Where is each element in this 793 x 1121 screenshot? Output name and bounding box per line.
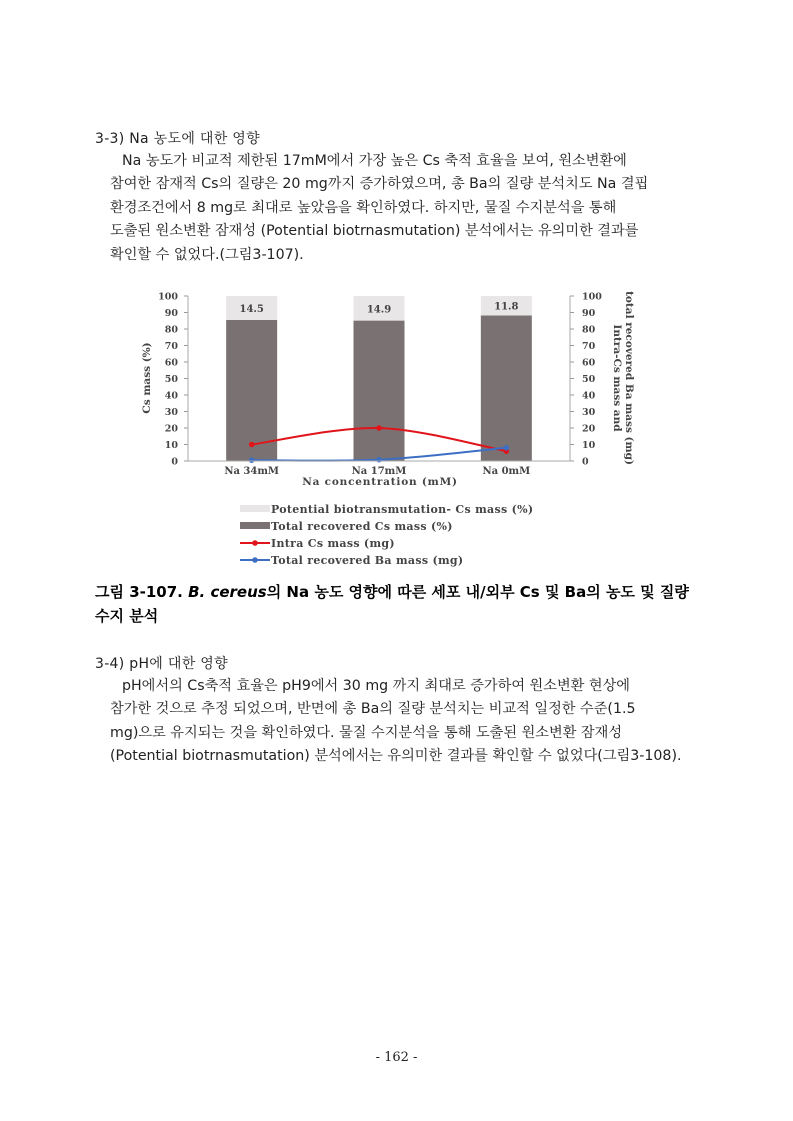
bar-total-recovered-cs — [354, 321, 405, 461]
y-tick-label-left: 50 — [164, 374, 178, 385]
legend-marker — [252, 540, 258, 546]
na-concentration-chart — [130, 285, 650, 575]
x-tick-label: Na 34mM — [224, 466, 280, 477]
paragraph-line: Na 농도가 비교적 제한된 17mM에서 가장 높은 Cs 축적 효율을 보여, 원소변환에 — [122, 153, 627, 169]
y-tick-label-right: 100 — [582, 291, 602, 303]
section-3-4-heading: 3-4) pH에 대한 영향 — [95, 656, 228, 672]
bar-data-label: 14.9 — [366, 304, 392, 316]
legend-marker — [252, 557, 258, 563]
paragraph-line: pH에서의 Cs축적 효율은 pH9에서 30 mg 까지 최대로 증가하여 원소변환 현상에 — [122, 678, 630, 694]
bar-total-recovered-cs — [226, 320, 277, 461]
paragraph-line: 환경조건에서 8 mg로 최대로 높았음을 확인하였다. 하지만, 물질 수지분석을 통해 — [110, 199, 617, 216]
y-tick-label-left: 70 — [164, 341, 178, 352]
line-point — [376, 457, 382, 463]
y-tick-label-left: 40 — [164, 390, 178, 402]
x-axis-label: Na concentration (mM) — [302, 476, 458, 488]
legend-label: Total recovered Cs mass (%) — [271, 520, 453, 533]
y-axis-label-left: Cs mass (%) — [141, 342, 153, 414]
x-tick-label: Na 17mM — [351, 466, 407, 477]
bar-group — [226, 296, 532, 461]
y-tick-label-left: 90 — [164, 308, 178, 319]
y-tick-label-left: 60 — [164, 357, 178, 369]
caption-line1-rest: 의 Na 농도 영향에 따른 세포 내/외부 Cs 및 Ba의 농도 및 질량 — [266, 583, 689, 601]
figure-caption — [95, 580, 715, 628]
y-tick-label-left: 0 — [171, 456, 178, 468]
paragraph-line: 참여한 잠재적 Cs의 질량은 20 mg까지 증가하였으며, 총 Ba의 질량 분석치도 Na 결핍 — [110, 176, 649, 193]
line-point — [504, 445, 510, 451]
y-tick-label-left: 20 — [164, 423, 178, 435]
page-number: - 162 - — [375, 1050, 418, 1065]
caption-line2: 수지 분석 — [95, 607, 159, 625]
paragraph-line: 확인할 수 없었다.(그림3-107). — [110, 246, 304, 263]
legend-label: Intra Cs mass (mg) — [271, 537, 395, 550]
section-3-3-paragraph — [110, 150, 715, 267]
paragraph-line: mg)으로 유지되는 것을 확인하였다. 물질 수지분석을 통해 도출된 원소변환 잠재성 — [110, 724, 623, 741]
y-tick-label-left: 100 — [158, 291, 178, 303]
bar-total-recovered-cs — [481, 315, 532, 461]
paragraph-line: 참가한 것으로 추정 되었으며, 반면에 총 Ba의 질량 분석치는 비교적 일정한 수준(1.5 — [110, 701, 636, 718]
section-3-4-paragraph — [110, 675, 715, 769]
y-tick-label-left: 10 — [164, 440, 178, 451]
y-axis-label-right-line2: total recovered Ba mass (mg) — [623, 291, 635, 465]
y-tick-label-right: 40 — [582, 390, 596, 402]
line-point — [376, 425, 382, 431]
section-3-3-heading: 3-3) Na 농도에 대한 영향 — [95, 131, 260, 147]
paragraph-line: (Potential biotrnasmutation) 분석에서는 유의미한 결과를 확인할 수 없었다(그림3-108). — [110, 748, 682, 765]
line-point — [249, 442, 255, 448]
chart-legend — [240, 503, 533, 567]
y-tick-label-left: 80 — [164, 324, 178, 336]
paragraph-line: 도출된 원소변환 잠재성 (Potential biotrnasmutation) 분석에서는 유의미한 결과를 — [110, 223, 639, 240]
caption-prefix: 그림 3-107. — [95, 583, 189, 601]
legend-label: Potential biotransmutation- Cs mass (%) — [271, 503, 534, 516]
y-tick-label-right: 70 — [582, 341, 596, 352]
legend-swatch — [240, 522, 270, 529]
bar-data-label: 14.5 — [239, 303, 264, 315]
caption-species: B. cereus — [188, 583, 267, 601]
y-tick-label-right: 50 — [582, 374, 596, 385]
line-point — [249, 457, 255, 463]
y-tick-label-right: 0 — [582, 456, 589, 468]
y-axis-label-right-line1: Intra-Cs mass and — [611, 324, 623, 432]
y-tick-label-right: 10 — [582, 440, 596, 451]
x-axis — [188, 461, 570, 477]
y-tick-label-right: 80 — [582, 324, 596, 336]
y-tick-label-right: 60 — [582, 357, 596, 369]
y-tick-label-right: 90 — [582, 308, 596, 319]
legend-swatch — [240, 505, 270, 512]
right-y-axis — [570, 292, 602, 468]
left-y-axis — [158, 292, 188, 468]
y-tick-label-right: 30 — [582, 407, 596, 418]
x-tick-label: Na 0mM — [482, 466, 531, 477]
y-tick-label-right: 20 — [582, 423, 596, 435]
y-tick-label-left: 30 — [164, 407, 178, 418]
bar-data-label: 11.8 — [494, 301, 519, 313]
legend-label: Total recovered Ba mass (mg) — [271, 554, 464, 567]
